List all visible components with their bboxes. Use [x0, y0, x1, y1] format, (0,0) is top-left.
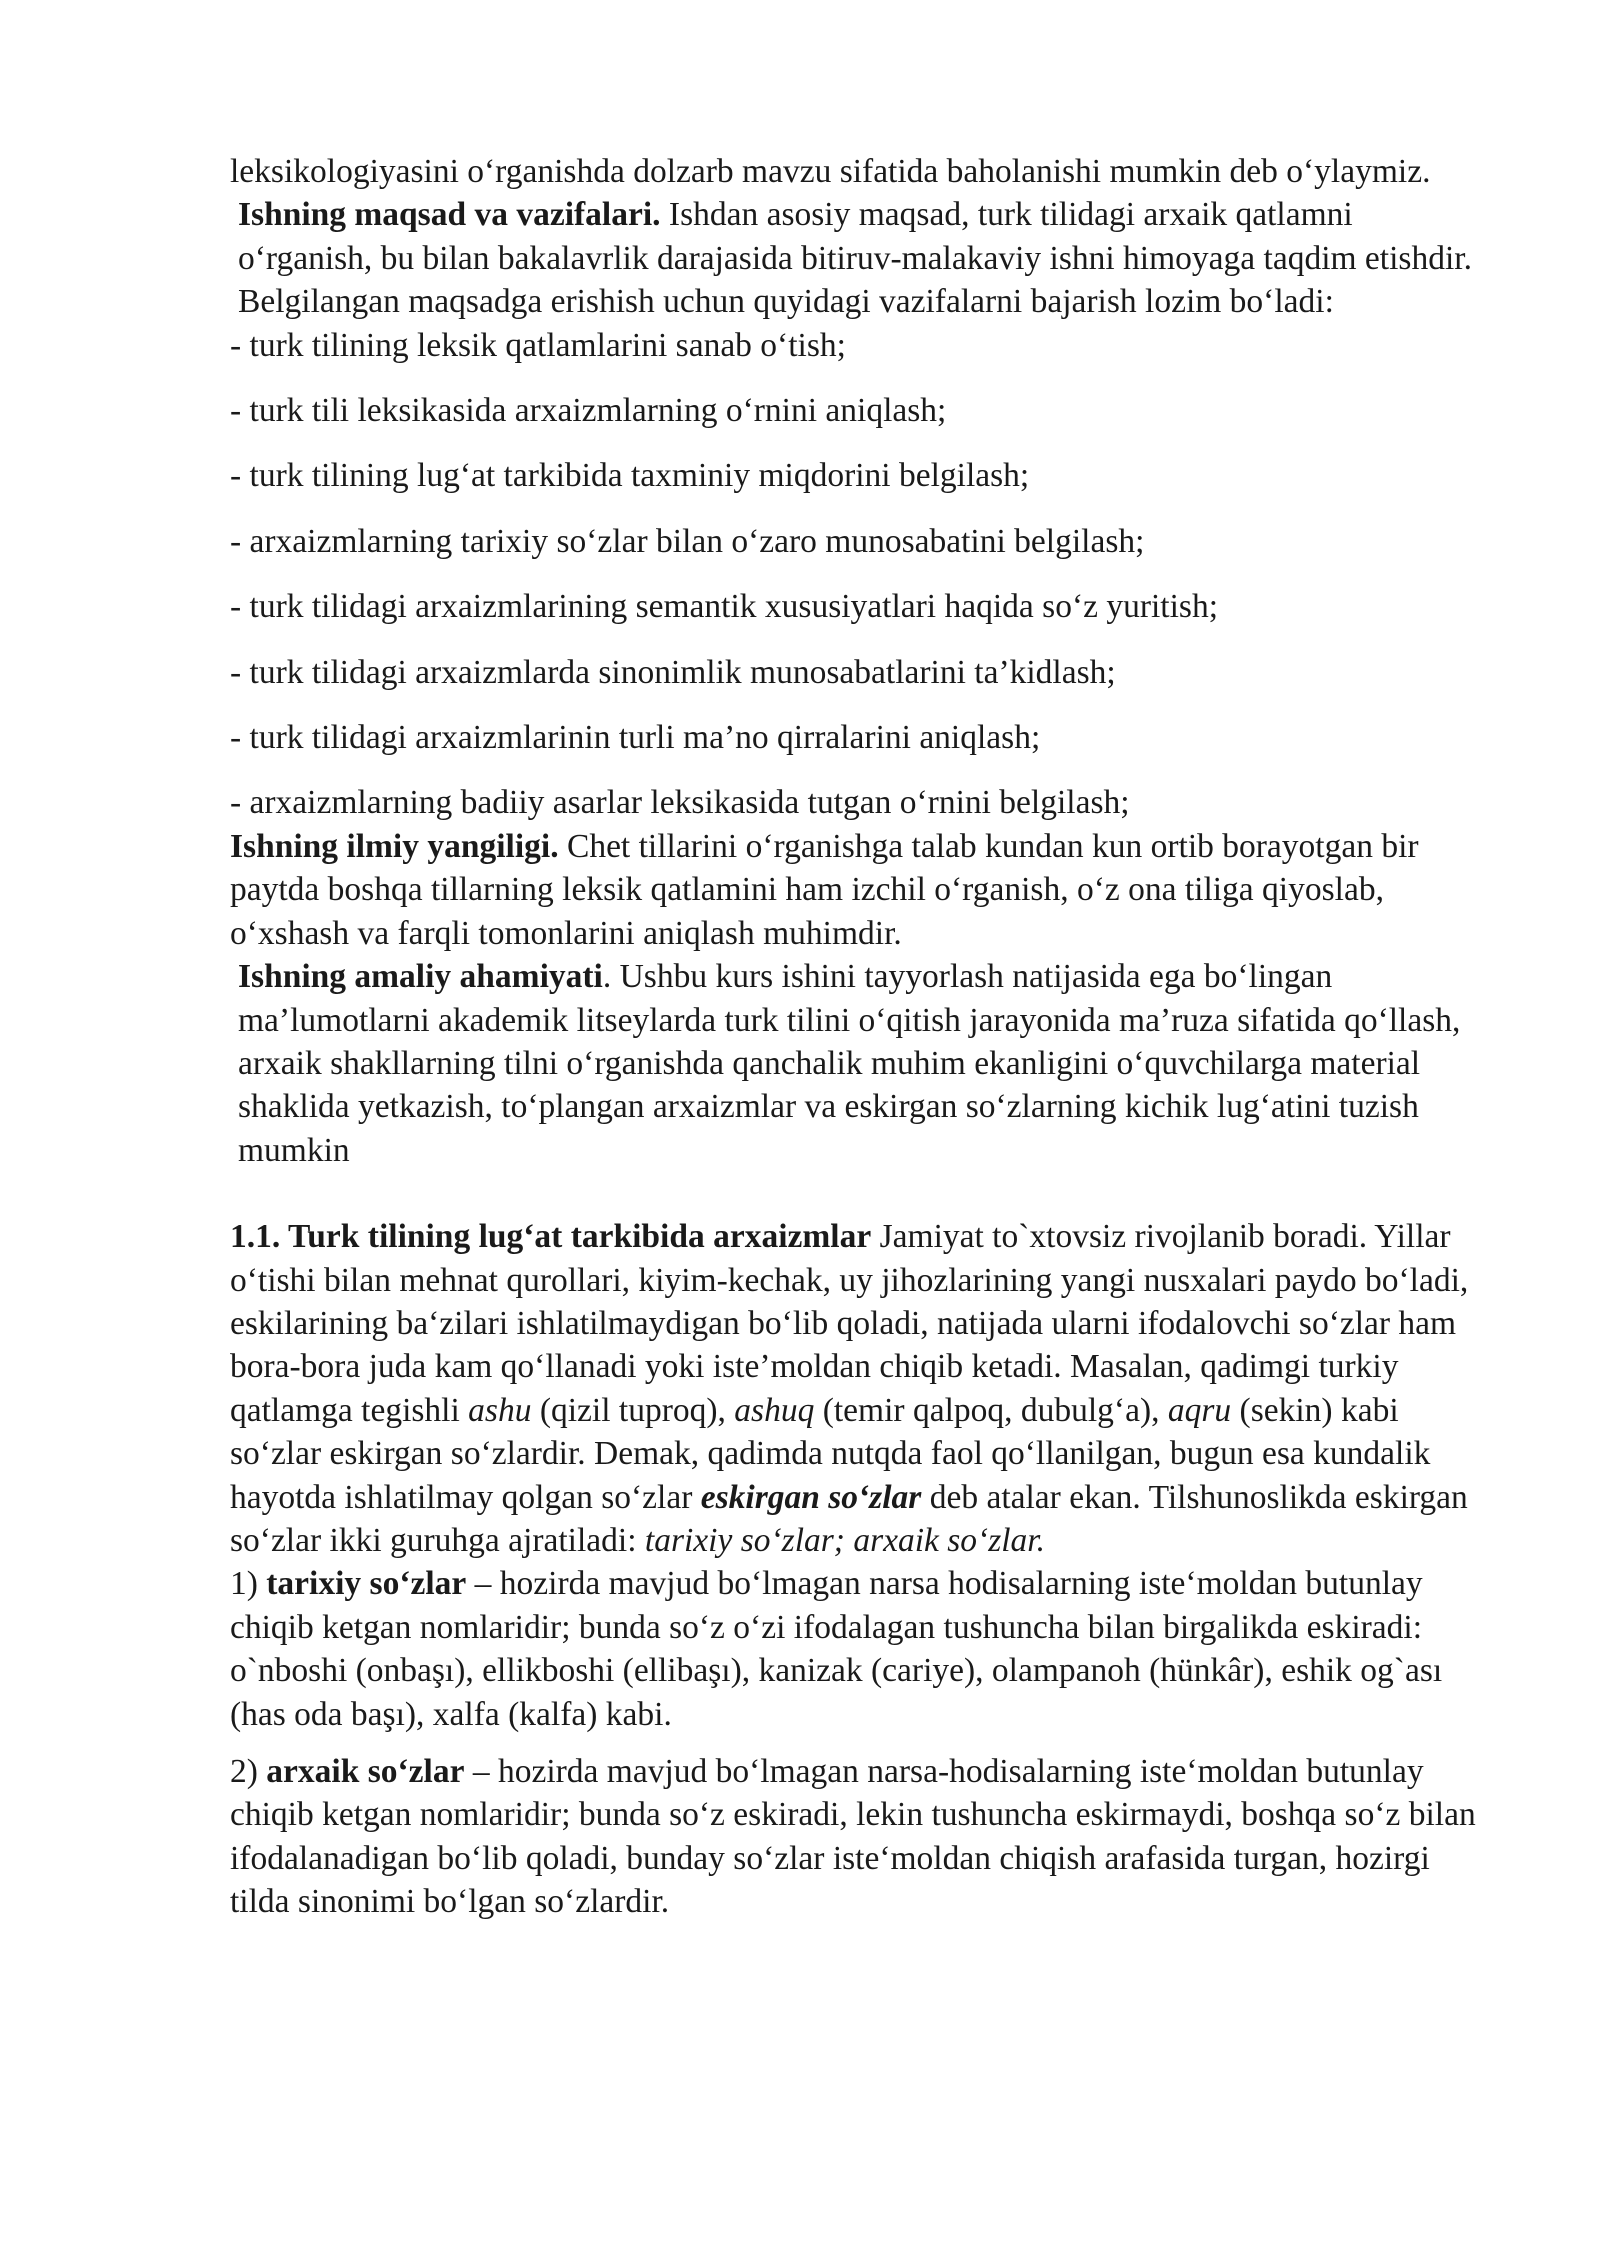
definition-1 — [230, 1562, 1490, 1736]
intro-text: leksikologiyasini o‘rganishda dolzarb mavzu sifatida baholanishi mumkin deb o‘ylaymiz. — [230, 153, 1431, 190]
term-ashuq: ashuq — [734, 1391, 815, 1429]
maqsad-heading: Ishning maqsad va vazifalari. — [238, 196, 661, 234]
maqsad-paragraph — [230, 193, 1490, 323]
yangilik-heading: Ishning ilmiy yangiligi. — [230, 827, 559, 865]
task-item: - turk tilidagi arxaizmlarining semantik xususiyatlari haqida so‘z yuritish; — [230, 588, 1219, 626]
task-item: - arxaizmlarning badiiy asarlar leksikasida tutgan o‘rnini belgilash; — [230, 784, 1130, 822]
section-text: deb atalar ekan. Tilshunoslikda eskirgan so‘zlar ikki guruhga ajratiladi: — [230, 1478, 1468, 1559]
document-page — [230, 150, 1490, 1924]
ahamiyat-paragraph — [230, 955, 1490, 1172]
term-ashu: ashu — [468, 1391, 532, 1429]
term-types: tarixiy so‘zlar; arxaik so‘zlar. — [644, 1521, 1046, 1559]
definition-number: 2) — [230, 1753, 267, 1790]
section-heading: 1.1. Turk tilining lug‘at tarkibida arxaizmlar — [230, 1218, 872, 1256]
definition-text: – hozirda mavjud bo‘lmagan narsa hodisalarning iste‘moldan butunlay chiqib ketgan nomlaridir; bunda so‘z o‘zi ifodalagan tushuncha bilan birgalikda eskiradi: o`nboshi (onbaşı), ellikboshi (ellibaşı), kanizak (cariye), olampanoh (hünkâr), eshik og`ası (has oda başı), xalfa (kalfa) kabi. — [230, 1565, 1443, 1733]
definition-number: 1) — [230, 1565, 267, 1603]
term-aqru: aqru — [1167, 1391, 1232, 1429]
task-item: - turk tilidagi arxaizmlarda sinonimlik munosabatlarini ta’kidlash; — [230, 653, 1116, 691]
definition-2 — [230, 1750, 1490, 1924]
definition-text: – hozirda mavjud bo‘lmagan narsa-hodisalarning iste‘moldan butunlay chiqib ketgan nomlaridir; bunda so‘z eskiradi, lekin tushuncha eskirmaydi, boshqa so‘z bilan ifodalanadigan bo‘lib qoladi, bunday so‘zlar iste‘moldan chiqish arafasida turgan, hozirgi tilda sinonimi bo‘lgan so‘zlardir. — [230, 1753, 1476, 1921]
task-item: - turk tilining lug‘at tarkibida taxminiy miqdorini belgilash; — [230, 457, 1030, 495]
intro-paragraph — [230, 150, 1490, 193]
section-paragraph — [230, 1215, 1490, 1562]
yangilik-text: Chet tillarini o‘rganishga talab kundan kun ortib borayotgan bir paytda boshqa tillarning leksik qatlamini ham izchil o‘rganish, o‘z ona tiliga qiyoslab, o‘xshash va farqli tomonlarini aniqlash muhimdir. — [230, 827, 1419, 952]
definition-term: tarixiy so‘zlar — [266, 1565, 467, 1603]
task-item: - turk tilidagi arxaizmlarinin turli ma’no qirralarini aniqlash; — [230, 719, 1041, 757]
task-item: - turk tili leksikasida arxaizmlarning o‘rnini aniqlash; — [230, 392, 947, 430]
term-eskirgan: eskirgan so‘zlar — [700, 1478, 922, 1516]
definition-term: arxaik so‘zlar — [266, 1753, 465, 1790]
yangilik-paragraph — [230, 825, 1490, 955]
blank-line — [230, 1172, 1490, 1215]
section-text: (sekin) kabi so‘zlar eskirgan so‘zlardir. Demak, qadimda nutqda faol qo‘llanilgan, bugun esa kundalik hayotda ishlatilmay qolgan so‘zlar — [230, 1391, 1431, 1516]
task-item: - turk tilining leksik qatlamlarini sanab o‘tish; — [230, 326, 846, 364]
maqsad-text: Ishdan asosiy maqsad, turk tilidagi arxaik qatlamni o‘rganish, bu bilan bakalavrlik darajasida bitiruv-malakaviy ishni himoyaga taqdim etishdir. Belgilangan maqsadga erishish uchun quyidagi vazifalarni bajarish lozim bo‘ladi: — [238, 196, 1472, 321]
section-text: (qizil tuproq), — [531, 1391, 735, 1429]
section-text: Jamiyat to`xtovsiz rivojlanib boradi. Yillar o‘tishi bilan mehnat qurollari, kiyim-kechak, uy jihozlarining yangi nusxalari paydo bo‘ladi, eskilarining ba‘zilari ishlatilmaydigan bo‘lib qoladi, natijada ularni ifodalovchi so‘zlar ham bora-bora juda kam qo‘llanadi yoki iste’moldan chiqib ketadi. Masalan, qadimgi turkiy qatlamga tegishli — [230, 1218, 1469, 1429]
section-text: (temir qalpoq, dubulg‘a), — [814, 1391, 1168, 1429]
task-item: - arxaizmlarning tarixiy so‘zlar bilan o‘zaro munosabatini belgilash; — [230, 522, 1145, 560]
ahamiyat-heading: Ishning amaliy ahamiyati — [238, 958, 603, 996]
ahamiyat-text: . Ushbu kurs ishini tayyorlash natijasida ega bo‘lingan ma’lumotlarni akademik litseylarda turk tilini o‘qitish jarayonida ma’ruza sifatida qo‘llash, arxaik shakllarning tilni o‘rganishda qanchalik muhim ekanligini o‘quvchilarga material shaklida yetkazish, to‘plangan arxaizmlar va eskirgan so‘zlarning kichik lug‘atini tuzish mumkin — [238, 958, 1461, 1169]
